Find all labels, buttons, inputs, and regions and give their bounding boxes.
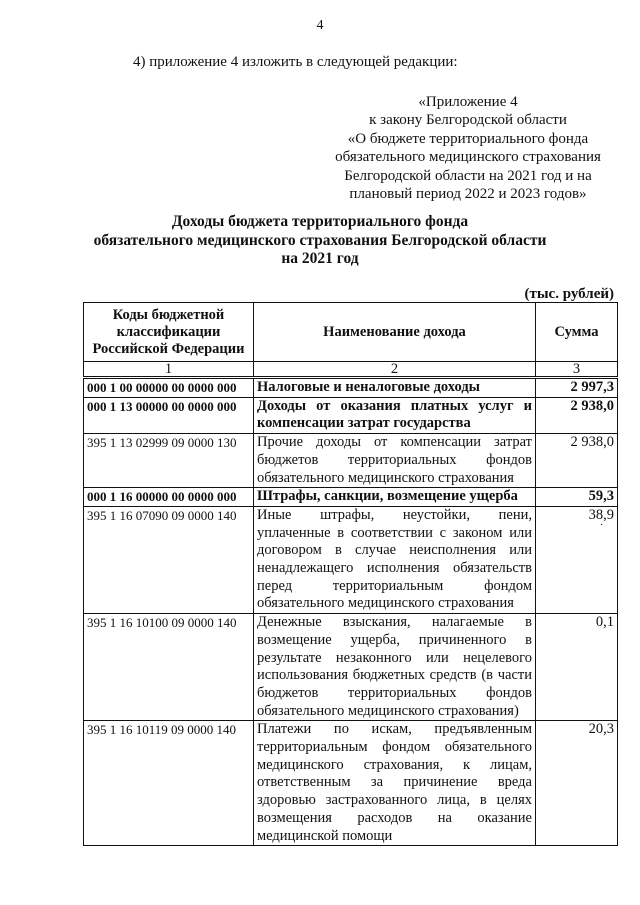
appendix-line: плановый период 2022 и 2023 годов»: [349, 186, 587, 203]
scan-dot-mark: ·: [600, 520, 604, 531]
row-code: 395 1 16 07090 09 0000 140: [84, 506, 254, 613]
row-code: 000 1 00 00000 00 0000 000: [84, 378, 254, 398]
row-code: 395 1 16 10119 09 0000 140: [84, 721, 254, 846]
row-code: 395 1 16 10100 09 0000 140: [84, 614, 254, 721]
row-amount: 20,3: [536, 721, 618, 846]
row-name: Платежи по искам, предъявленным территориальным фондом обязательного медицинского страхования, к лицам, ответственным за причинение вреда здоровью застрахованного лица, в целях возмещения расходов на оказание медицинской помощи: [254, 721, 536, 846]
row-amount: 2 938,0: [536, 434, 618, 488]
document-title: [70, 213, 570, 269]
row-code: 395 1 13 02999 09 0000 130: [84, 434, 254, 488]
table-row: [84, 506, 618, 613]
table-row: [84, 614, 618, 721]
column-index-row: [84, 362, 618, 378]
row-name: Доходы от оказания платных услуг и компенсации затрат государства: [254, 397, 536, 433]
column-index: 1: [84, 362, 254, 378]
row-code: 000 1 16 00000 00 0000 000: [84, 488, 254, 507]
table-row: [84, 721, 618, 846]
units-label: (тыс. рублей): [524, 286, 614, 302]
row-name: Налоговые и неналоговые доходы: [254, 378, 536, 398]
amendment-intro: 4) приложение 4 изложить в следующей редакции:: [133, 54, 458, 70]
row-name: Иные штрафы, неустойки, пени, уплаченные в соответствии с законом или договором в случае неисполнения или ненадлежащего исполнения обязательств перед территориальным фондом обязательного медицинского страхования: [254, 506, 536, 613]
title-line: Доходы бюджета территориального фонда: [171, 213, 469, 230]
appendix-line: к закону Белгородской области: [369, 112, 567, 129]
appendix-line: Белгородской области на 2021 год и на: [344, 167, 592, 184]
column-index: 3: [536, 362, 618, 378]
row-amount: 59,3: [536, 488, 618, 507]
row-amount: 0,1: [536, 614, 618, 721]
row-code: 000 1 13 00000 00 0000 000: [84, 397, 254, 433]
appendix-line: обязательного медицинского страхования: [335, 149, 601, 166]
page-number: 4: [316, 18, 324, 33]
table-row: [84, 378, 618, 398]
income-table: [83, 302, 618, 846]
row-name: Штрафы, санкции, возмещение ущерба: [254, 488, 536, 507]
table-row: [84, 397, 618, 433]
appendix-header: [325, 93, 611, 203]
table-row: [84, 488, 618, 507]
row-amount: 2 997,3: [536, 378, 618, 398]
column-index: 2: [254, 362, 536, 378]
row-amount: 38,9: [536, 506, 618, 613]
table-row: [84, 434, 618, 488]
title-line: на 2021 год: [281, 250, 359, 267]
header-codes: Коды бюджетной классификации Российской Федерации: [84, 303, 254, 362]
header-name: Наименование дохода: [254, 303, 536, 362]
row-amount: 2 938,0: [536, 397, 618, 433]
appendix-line: «Приложение 4: [418, 94, 518, 110]
table-header-row: [84, 303, 618, 362]
appendix-line: «О бюджете территориального фонда: [347, 130, 589, 147]
row-name: Денежные взыскания, налагаемые в возмещение ущерба, причиненного в результате незаконного или нецелевого использования бюджетных средств (в части бюджетов территориальных фондов обязательного медицинского страхования): [254, 614, 536, 721]
row-name: Прочие доходы от компенсации затрат бюджетов территориальных фондов обязательного медицинского страхования: [254, 434, 536, 488]
header-amount: Сумма: [536, 303, 618, 362]
title-line: обязательного медицинского страхования Белгородской области: [93, 231, 547, 249]
